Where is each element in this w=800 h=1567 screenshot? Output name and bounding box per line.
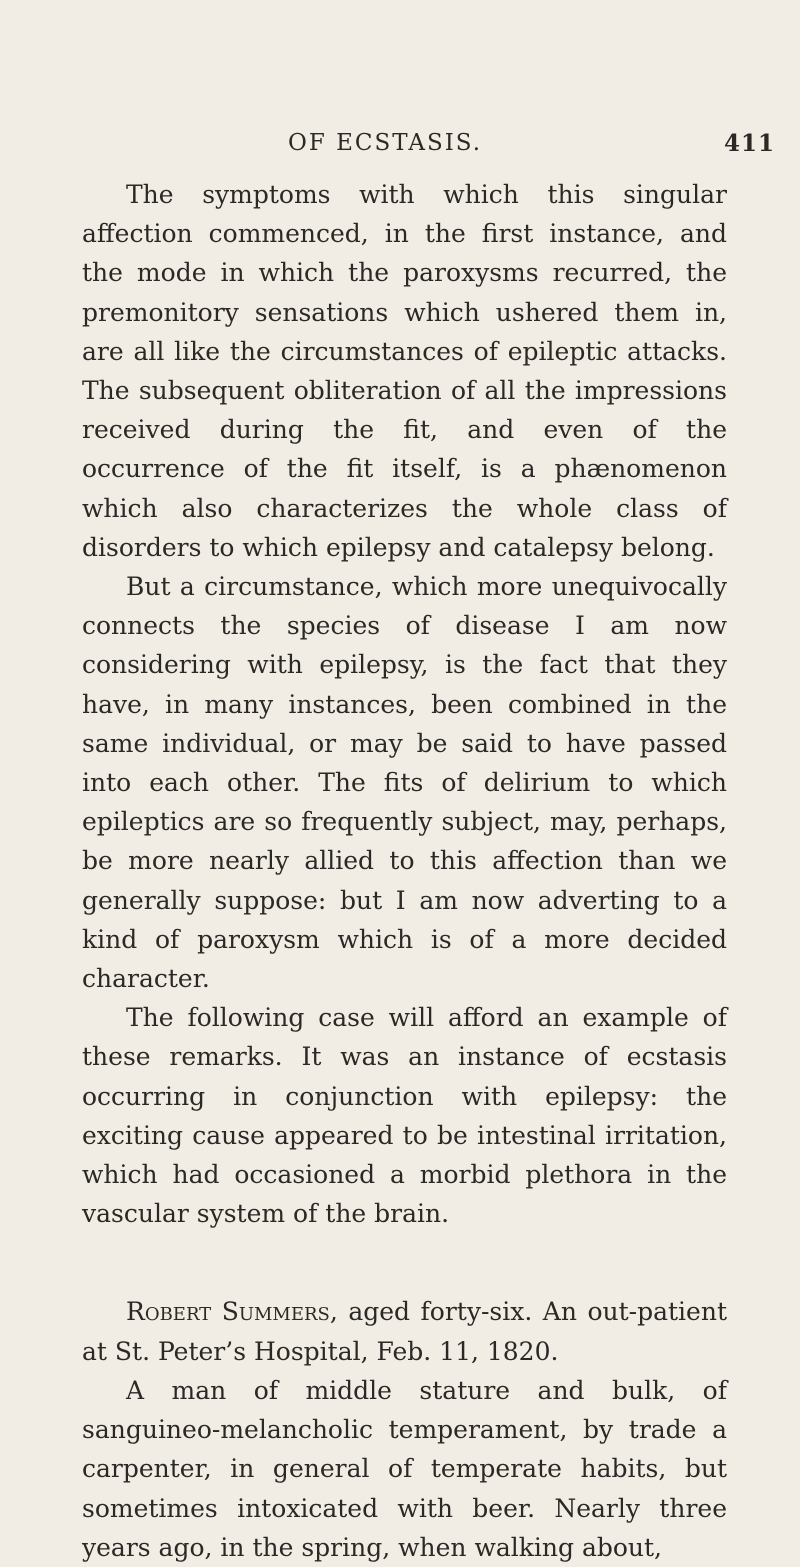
body-text — [82, 175, 727, 1567]
case-description: A man of middle stature and bulk, of sanguineo-melancholic temperament, by trade a carpenter, in general of temperate habits, but sometimes intoxicated with beer. Nearly three years ago, in the spring, when walking about, — [82, 1375, 727, 1562]
case-heading — [82, 1292, 727, 1370]
case-heading-details: aged forty-six. An out-patient at St. Peter’s Hospital, Feb. 11, 1820. — [82, 1297, 727, 1366]
patient-name: Robert Summers, — [126, 1297, 338, 1327]
page-header — [0, 130, 800, 164]
paragraph-circumstance: But a circumstance, which more unequivocally connects the species of disease I am now considering with epilepsy, is the fact that they have, in many instances, been combined in the same individual, or may be said to have passed into each other. The fits of delirium to which epileptics are so frequently subject, may, perhaps, be more nearly allied to this affection than we generally suppose: but I am now adverting to a kind of paroxysm which is of a more decided character. — [82, 572, 727, 994]
paragraph-symptoms: The symptoms with which this singular affection commenced, in the first instance, and the mode in which the paroxysms recurred, the premonitory sensations which ushered them in, are all like the circumstances of epileptic attacks. The subsequent obliteration of all the impressions received during the fit, and even of the occurrence of the fit itself, is a phænomenon which also characterizes the whole class of disorders to which epilepsy and catalepsy belong. — [82, 180, 727, 562]
page-number: 411 — [724, 130, 776, 157]
running-title: OF ECSTASIS. — [288, 130, 483, 156]
paragraph-following-case: The following case will afford an example of these remarks. It was an instance of ecstasis occurring in conjunction with epilepsy: the exciting cause appeared to be intestinal irritation, which had occasioned a morbid plethora in the vascular system of the brain. — [82, 1003, 727, 1229]
